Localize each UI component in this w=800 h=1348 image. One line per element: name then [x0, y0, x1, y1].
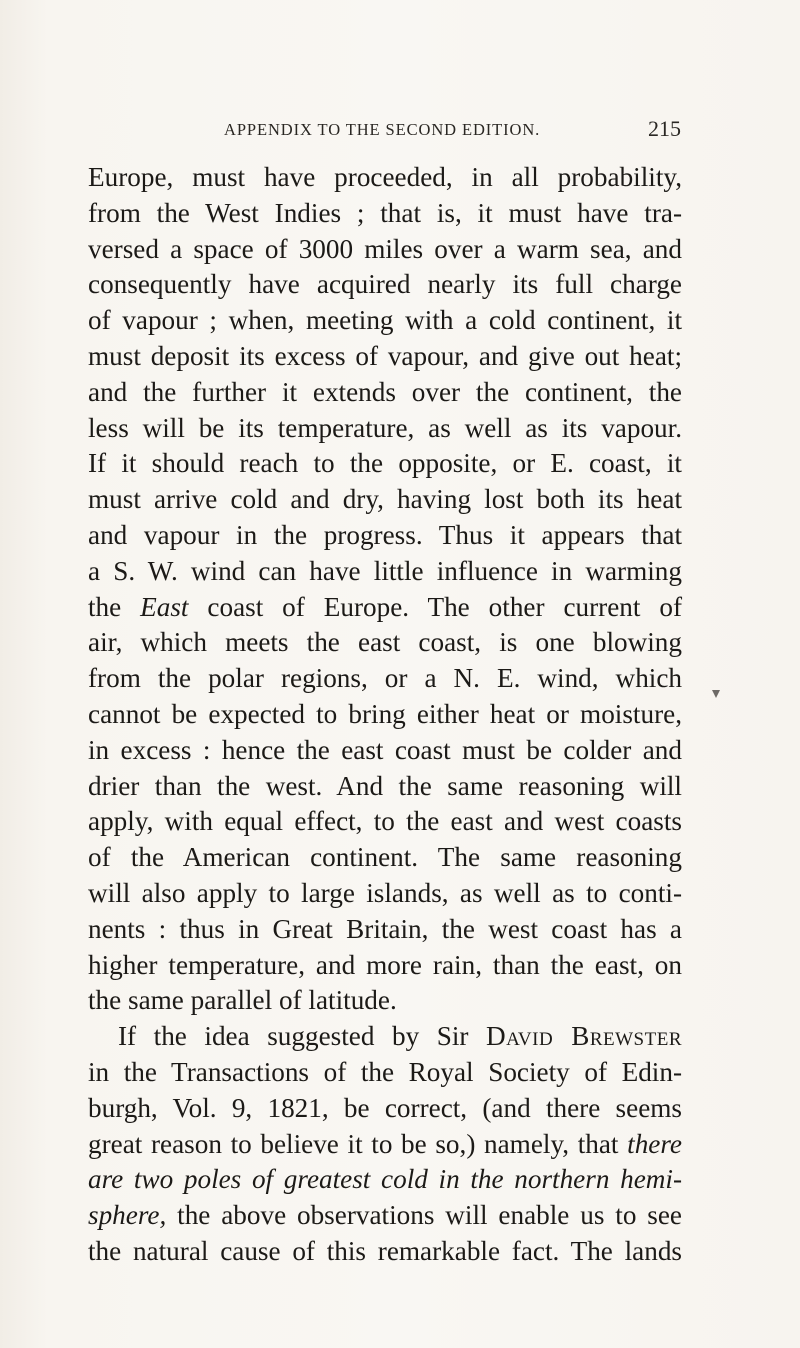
text-run: the above observations will enable us to see	[166, 1200, 682, 1231]
text-line: nents : thus in Great Britain, the west coast has a	[88, 913, 682, 944]
text-line: higher temperature, and more rain, than the east, on	[88, 949, 682, 980]
text-line	[88, 1127, 682, 1163]
text-line: from the West Indies ; that is, it must have tra-	[88, 197, 682, 228]
text-line: will also apply to large islands, as well as to conti-	[88, 877, 682, 908]
text-line: of the American continent. The same reasoning	[88, 842, 682, 873]
text-line: air, which meets the east coast, is one blowing	[88, 627, 682, 658]
text-line: versed a space of 3000 miles over a warm sea, and	[88, 233, 682, 264]
text-line: drier than the west. And the same reasoning will	[88, 770, 682, 801]
text-line: the natural cause of this remarkable fact. The lands	[88, 1235, 682, 1266]
text-line: If it should reach to the opposite, or E. coast, it	[88, 448, 682, 479]
text-line	[88, 1019, 682, 1055]
text-line: and vapour in the progress. Thus it appears that	[88, 519, 682, 550]
text-line: of vapour ; when, meeting with a cold continent, it	[88, 305, 682, 336]
text-run: coast of Europe. The other current of	[188, 591, 682, 622]
text-line: and the further it extends over the continent, the	[88, 376, 682, 407]
text-line: in the Transactions of the Royal Society of Edin-	[88, 1056, 682, 1087]
text-line: the same parallel of latitude.	[88, 985, 397, 1016]
author-name: David Brewster	[485, 1021, 682, 1052]
text-line: Europe, must have proceeded, in all probability,	[88, 162, 682, 192]
text-line: from the polar regions, or a N. E. wind, which	[88, 663, 682, 694]
text-line: must arrive cold and dry, having lost both its heat	[88, 484, 682, 515]
italic-text: sphere,	[88, 1200, 167, 1231]
text-line: must deposit its excess of vapour, and give out heat;	[88, 340, 682, 371]
text-line	[88, 590, 682, 626]
italic-text: East	[140, 591, 189, 622]
margin-mark-icon	[712, 690, 720, 698]
text-line: less will be its temperature, as well as its vapour.	[88, 412, 682, 443]
text-line: in excess : hence the east coast must be colder and	[88, 734, 682, 765]
text-line	[88, 1162, 682, 1198]
text-line: apply, with equal effect, to the east and west coasts	[88, 806, 682, 837]
text-line: cannot be expected to bring either heat or moisture,	[88, 698, 682, 729]
text-line	[88, 1198, 682, 1234]
text-run: great reason to believe it to be so,) namely, that	[88, 1128, 628, 1159]
text-run: the	[88, 591, 141, 622]
italic-text: are two poles of greatest cold in the northern hemi-	[88, 1164, 682, 1195]
italic-text: there	[627, 1128, 682, 1159]
body-text	[88, 160, 682, 1270]
text-run: If the idea suggested by Sir	[118, 1021, 486, 1052]
page-number: 215	[648, 116, 681, 141]
text-line: consequently have acquired nearly its full charge	[88, 269, 682, 300]
text-line: burgh, Vol. 9, 1821, be correct, (and there seems	[88, 1092, 682, 1123]
running-head: APPENDIX TO THE SECOND EDITION.	[224, 120, 541, 139]
text-line: a S. W. wind can have little influence in warming	[88, 555, 682, 586]
